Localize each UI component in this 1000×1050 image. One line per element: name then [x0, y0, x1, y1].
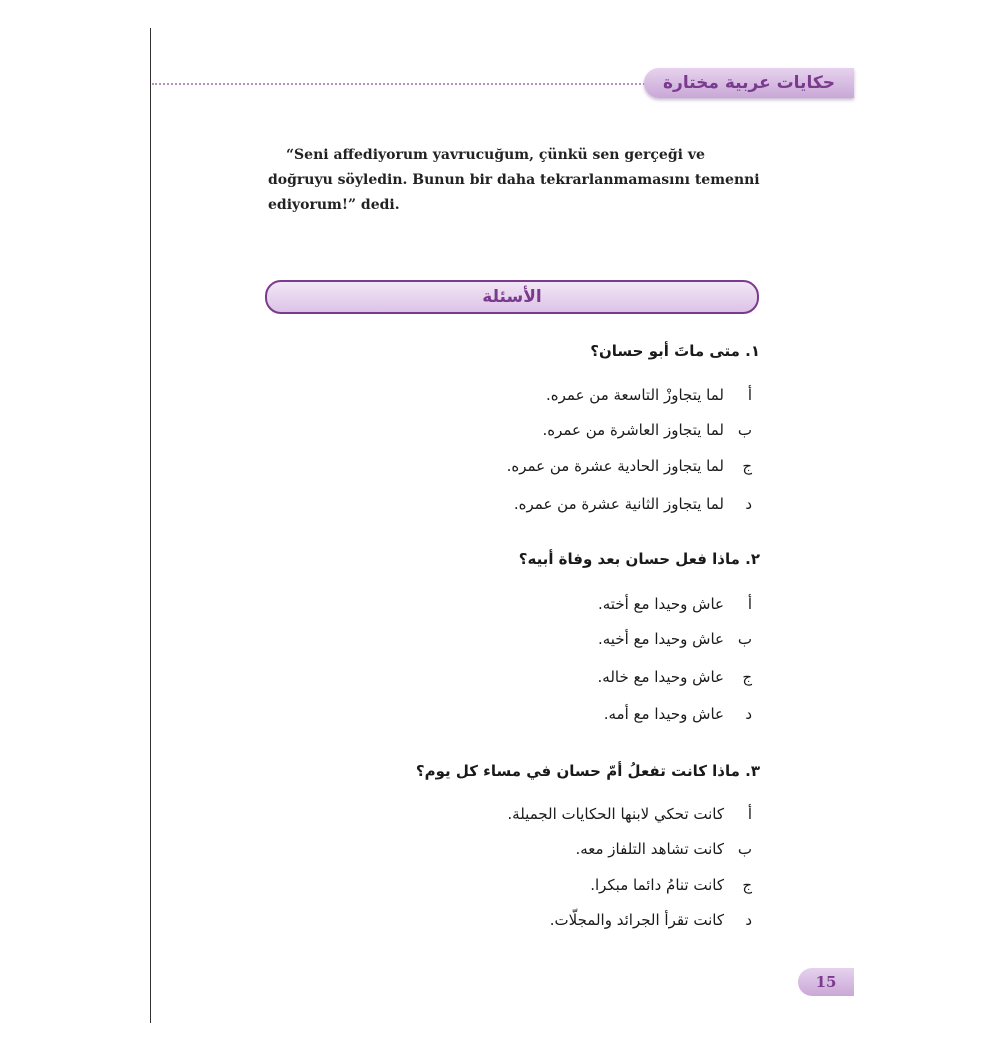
- option-letter: ب: [737, 840, 752, 858]
- option: [542, 421, 752, 439]
- option-text: عاش وحيدا مع أمه.: [603, 705, 724, 723]
- option-letter: د: [745, 495, 752, 513]
- option-letter: ب: [737, 630, 752, 648]
- option: [604, 705, 752, 723]
- option-letter: ب: [737, 421, 752, 439]
- option: [546, 386, 752, 404]
- option: [550, 911, 752, 929]
- option-text: عاش وحيدا مع خاله.: [597, 668, 724, 686]
- option-text: لما يتجاوزْ التاسعة من عمره.: [546, 386, 724, 404]
- option-letter: ج: [742, 668, 752, 686]
- option: [514, 495, 752, 513]
- option-letter: ج: [742, 876, 752, 894]
- option-text: لما يتجاوز العاشرة من عمره.: [542, 421, 724, 439]
- option: [575, 840, 752, 858]
- option-letter: أ: [747, 595, 752, 613]
- question-3: ٣. ماذا كانت تفعلُ أمّ حسان في مساء كل يوم؟: [415, 762, 760, 780]
- option-letter: د: [745, 705, 752, 723]
- header-title: حكايات عربية مختارة: [644, 68, 854, 98]
- option-letter: أ: [747, 805, 752, 823]
- option-text: عاش وحيدا مع أخته.: [597, 595, 724, 613]
- question-2: ٢. ماذا فعل حسان بعد وفاة أبيه؟: [518, 550, 760, 568]
- option-text: كانت تشاهد التلفاز معه.: [575, 840, 724, 858]
- page-edge-line: [150, 28, 151, 1023]
- option-letter: د: [745, 911, 752, 929]
- option-text: عاش وحيدا مع أخيه.: [597, 630, 724, 648]
- option: [507, 805, 752, 823]
- option-text: لما يتجاوز الثانية عشرة من عمره.: [513, 495, 724, 513]
- option: [507, 457, 752, 475]
- option-text: لما يتجاوز الحادية عشرة من عمره.: [506, 457, 724, 475]
- option: [598, 668, 752, 686]
- option-text: كانت تحكي لابنها الحكايات الجميلة.: [507, 805, 724, 823]
- option-letter: ج: [742, 457, 752, 475]
- option: [598, 630, 752, 648]
- section-title: الأسئلة: [265, 280, 759, 314]
- option-letter: أ: [747, 386, 752, 404]
- translation-paragraph: “Seni affediyorum yavrucuğum, çünkü sen gerçeği ve doğruyu söyledin. Bunun bir daha tekrarlanmamasını temenni ediyorum!” dedi.: [268, 147, 760, 213]
- option-text: كانت تقرأ الجرائد والمجلّات.: [549, 911, 724, 929]
- option: [590, 876, 752, 894]
- option: [598, 595, 752, 613]
- page-number: 15: [798, 968, 854, 996]
- question-1: ١. متى ماتَ أبو حسان؟: [590, 342, 760, 360]
- header-dotted-rule: [152, 83, 652, 85]
- option-text: كانت تنامُ دائما مبكرا.: [590, 876, 724, 894]
